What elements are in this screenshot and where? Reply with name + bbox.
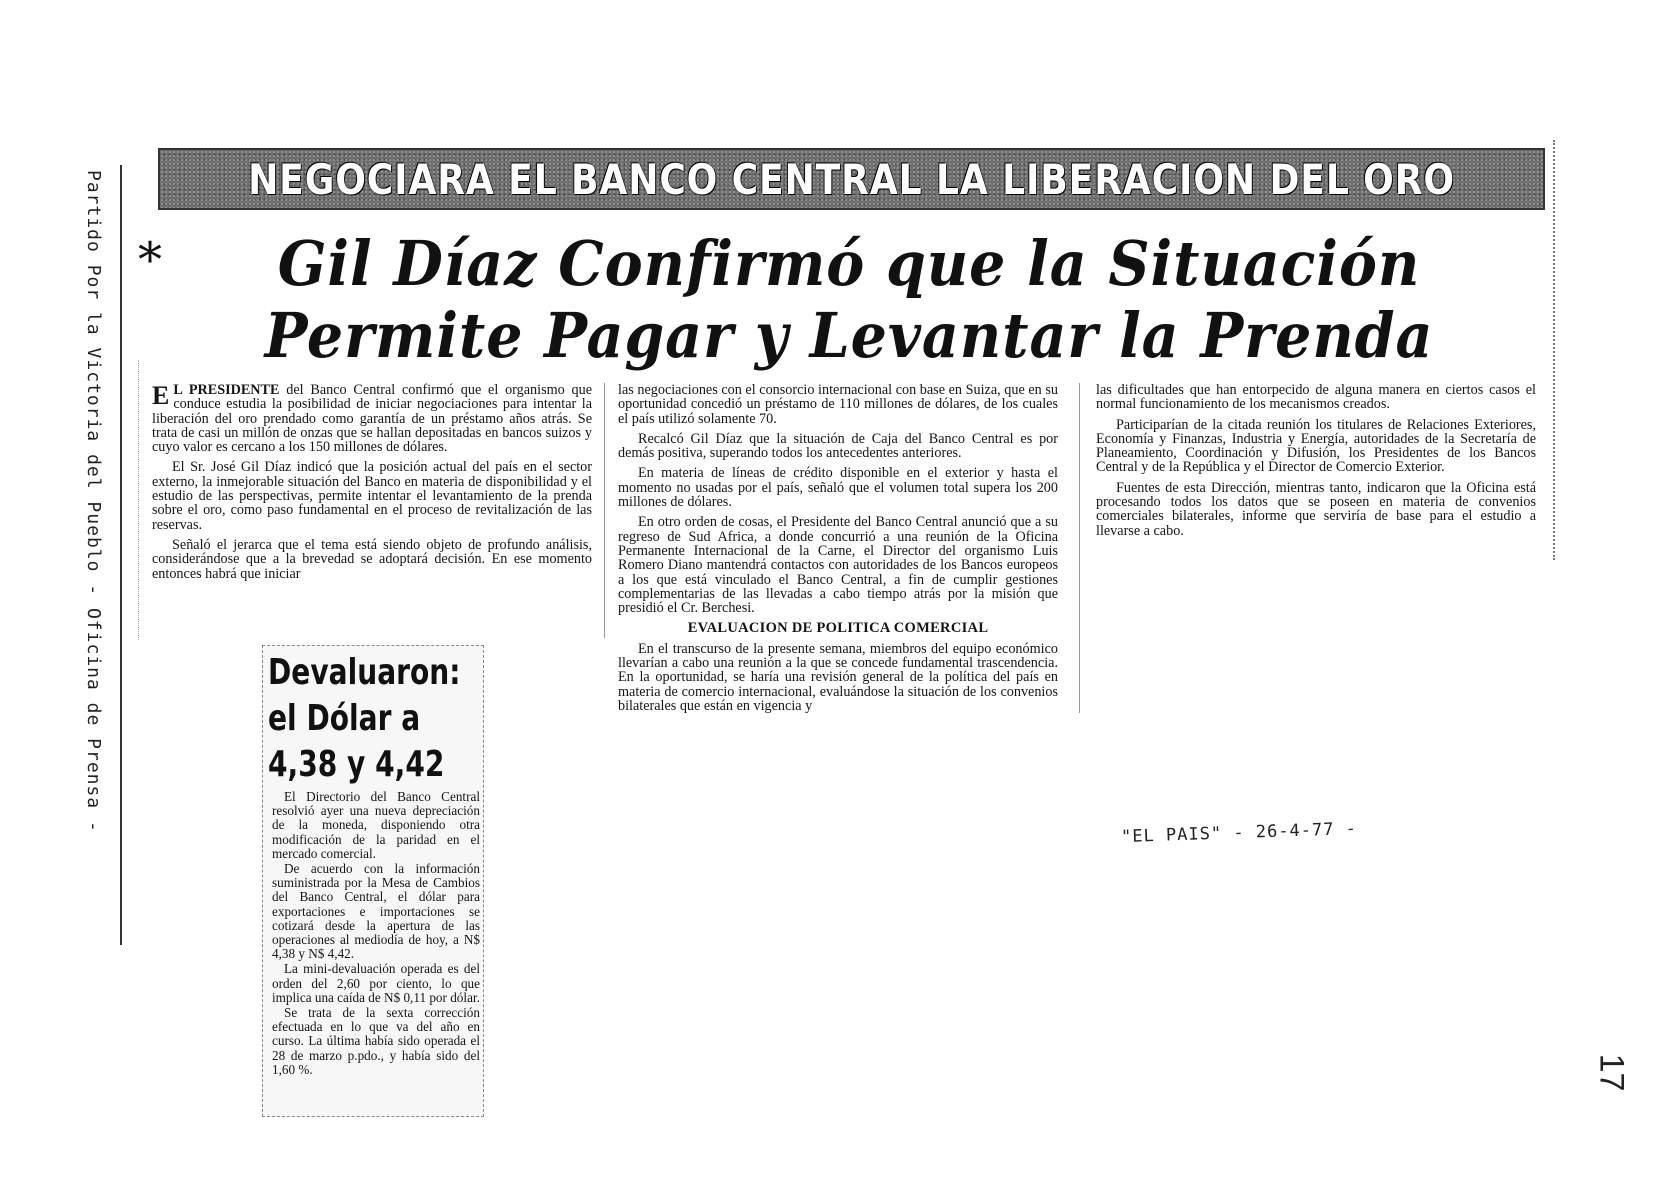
headline: [148, 228, 1550, 372]
article-paragraph: El Sr. José Gil Díaz indicó que la posición actual del país en el sector externo, la inmejorable situación del Banco en materia de disponibilidad y el estudio de las perspectivas, permite intentar el levantamiento de la prenda sobre el oro, como paso fundamental en el proceso de revitalización de las reservas.: [152, 459, 592, 533]
sidebar-paragraph: La mini-devaluación operada es del orden del 2,60 por ciento, lo que implica una caída de N$ 0,11 por dólar.: [272, 961, 480, 1005]
article-paragraph: las dificultades que han entorpecido de alguna manera en ciertos casos el normal funcionamiento de los mecanismos creados.: [1096, 382, 1536, 413]
side-rule: [120, 165, 122, 945]
article-paragraph: Participarían de la citada reunión los titulares de Relaciones Exteriores, Economía y Finanzas, Industria y Energía, autoridades de la Secretaría de Planeamiento, Coordinación y Difusión, los Presidentes de los Bancos Central y de la República y el Director de Comercio Exterior.: [1096, 416, 1536, 476]
drop-cap: E: [152, 381, 170, 410]
lead-word: L PRESIDENTE: [173, 382, 280, 398]
vertical-side-label: Partido Por la Victoria del Pueblo - Oficina de Prensa -: [83, 170, 104, 833]
sidebar-headline-line: el Dólar a: [268, 698, 421, 739]
handwritten-asterisk: *: [138, 232, 162, 288]
article-column-2: [618, 383, 1058, 719]
sidebar-paragraph: El Directorio del Banco Central resolvió ayer una nueva depreciación de la moneda, disponiendo otra modificación de la paridad en el mercado comercial.: [272, 789, 480, 861]
kicker-banner: [158, 148, 1545, 210]
article-paragraph: las negociaciones con el consorcio internacional con base en Suiza, que en su oportunidad concedió un préstamo de 110 millones de dólares, de los cuales el país utilizó solamente 70.: [618, 382, 1058, 427]
column-rule: [1079, 383, 1080, 713]
article-paragraph: En otro orden de cosas, el Presidente del Banco Central anunció que a su regreso de Sud Africa, a donde concurrió a una reunión de la Oficina Permanente Internacional de la Carne, el Director del organismo Luis Romero Diano mantendrá contactos con autoridades de los Bancos europeos a los que está vinculado el Banco Central, a fin de cumplir gestiones complementarias de las llevadas a cabo tiempo atrás por la misión que presidió el Cr. Berchesi.: [618, 514, 1058, 617]
sidebar-headline: [268, 650, 476, 788]
headline-line-2: Permite Pagar y Levantar la Prenda: [264, 299, 1434, 372]
article-paragraph: En el transcurso de la presente semana, miembros del equipo económico llevarían a cabo una reunión a la que se concede fundamental trascendencia. En la oportunidad, se haría una revisión general de la política del país en materia de comercio internacional, evaluándose la situación de los convenios bilaterales que están en vigencia y: [618, 640, 1058, 714]
article-paragraph: En materia de líneas de crédito disponible en el exterior y hasta el momento no usadas por el país, señaló que el volumen total supera los 200 millones de dólares.: [618, 465, 1058, 511]
article-paragraph: Fuentes de esta Dirección, mientras tanto, indicaron que la Oficina está procesando todos los datos que se poseen en materia de convenios comerciales bilaterales, informe que serviría de base para el estudio a llevarse a cabo.: [1096, 479, 1536, 539]
column-rule: [604, 383, 605, 638]
sidebar-body: [272, 790, 480, 1078]
article-paragraph: Recalcó Gil Díaz que la situación de Caja del Banco Central es por demás positiva, superando todos los antecedentes anteriores.: [618, 430, 1058, 462]
headline-line-1: Gil Díaz Confirmó que la Situación: [277, 227, 1421, 300]
article-column-1: [152, 383, 592, 587]
kicker-text: NEGOCIARA EL BANCO CENTRAL LA LIBERACION DEL ORO: [248, 154, 1455, 204]
article-column-3: [1096, 383, 1536, 544]
article-paragraph: [152, 383, 592, 454]
sidebar-headline-line: Devaluaron:: [268, 652, 461, 693]
sidebar-paragraph: Se trata de la sexta corrección efectuada en lo que va del año en curso. La última había sido operada el 28 de marzo p.pdo., y había sido del 1,60 %.: [272, 1005, 480, 1077]
sidebar-paragraph: De acuerdo con la información suministrada por la Mesa de Cambios del Banco Central, el dólar para exportaciones e importaciones se cotizará desde la apertura de las operaciones al mediodía de hoy, a N$ 4,38 y N$ 4,42.: [272, 861, 480, 962]
page-number: 17: [1592, 1053, 1631, 1092]
article-paragraph: Señaló el jerarca que el tema está siendo objeto de profundo análisis, considerándose que a la brevedad se adoptará decisión. En ese momento entonces habrá que iniciar: [152, 536, 592, 582]
sidebar-headline-line: 4,38 y 4,42: [268, 744, 445, 785]
subheading: EVALUACION DE POLITICA COMERCIAL: [687, 620, 989, 637]
handwritten-source-note: "EL PAIS" - 26-4-77 -: [1120, 818, 1358, 848]
paragraph-text: del Banco Central confirmó que el organismo que conduce estudia la posibilidad de iniciar negociaciones para intentar la liberación del oro prendado como garantía de un préstamo años atrás. Se trata de casi un millón de onzas que se hallan depositadas en bancos suizos y cuyo valor es cercano a los 150 millones de dólares.: [152, 382, 592, 456]
clipping-edge-dots-left: [138, 360, 143, 640]
clipping-edge-dots: [1553, 140, 1563, 560]
